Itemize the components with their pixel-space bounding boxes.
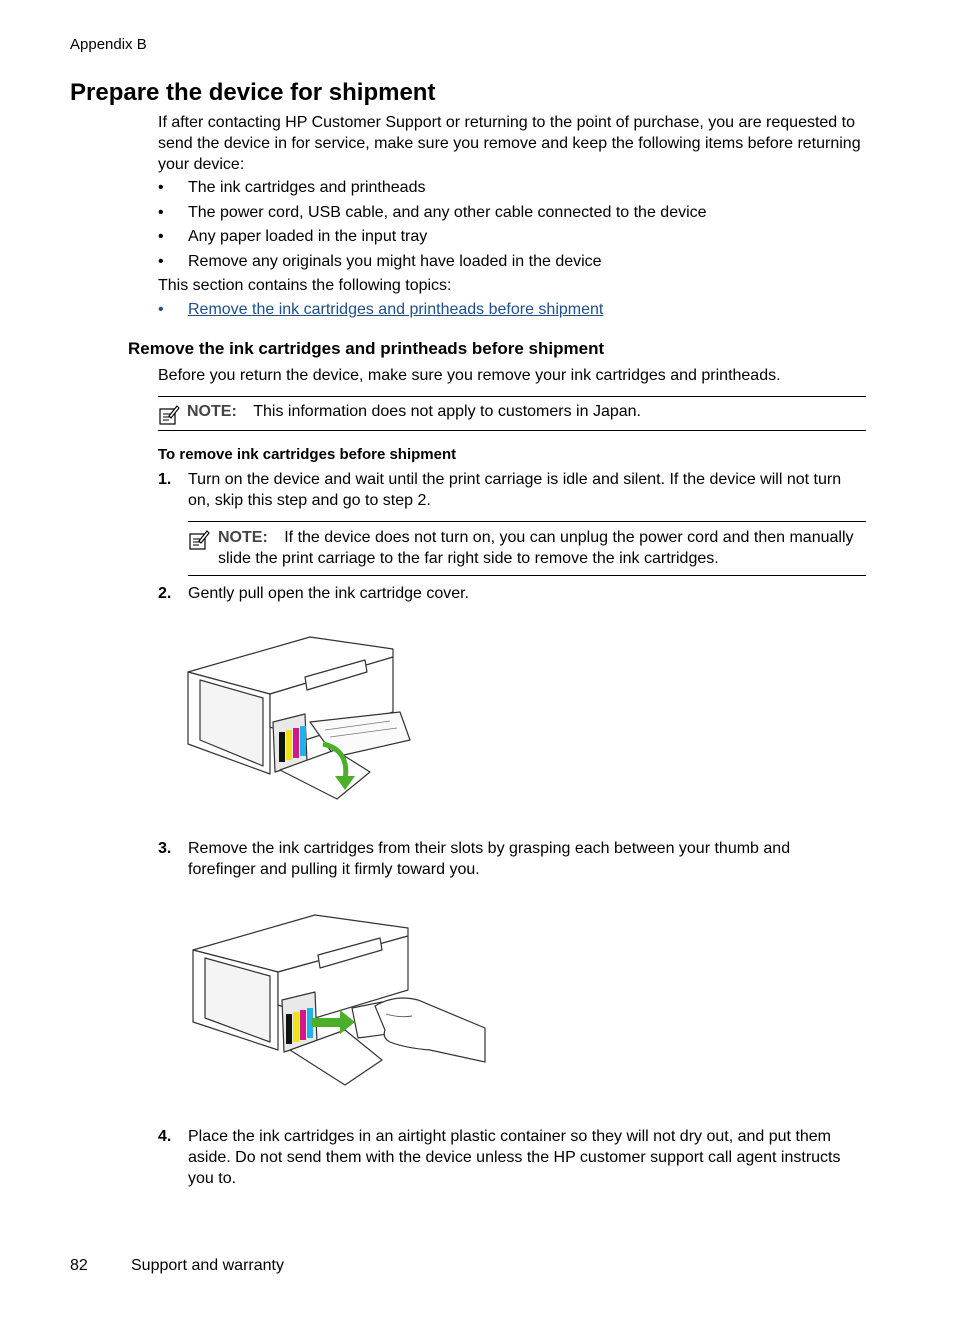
- bullet-icon: •: [158, 253, 164, 270]
- yellow-cartridge: [286, 730, 292, 760]
- section-intro: Before you return the device, make sure you remove your ink cartridges and printheads.: [158, 367, 781, 384]
- bullet-icon: •: [158, 301, 164, 318]
- hand-icon: [375, 998, 485, 1062]
- note-text: If the device does not turn on, you can unplug the power cord and then manually slide the print carriage to the far right side to remove the ink cartridges.: [218, 529, 854, 567]
- step-text: Place the ink cartridges in an airtight plastic container so they will not dry out, and put them aside. Do not send them with the device unless the HP customer support call agent instructs you to.: [188, 1128, 841, 1187]
- step-number: 4.: [158, 1128, 172, 1145]
- note-top-rule: [158, 396, 866, 397]
- bullet-icon: •: [158, 179, 164, 196]
- topic-link[interactable]: Remove the ink cartridges and printheads before shipment: [188, 301, 604, 318]
- yellow-cartridge: [293, 1012, 299, 1042]
- cyan-cartridge: [300, 726, 306, 756]
- step-number: 1.: [158, 471, 172, 488]
- step-text: Remove the ink cartridges from their slots by grasping each between your thumb and forefinger and pulling it firmly toward you.: [188, 840, 791, 878]
- page-title: Prepare the device for shipment: [70, 79, 436, 106]
- step-number: 3.: [158, 840, 172, 857]
- page-number: 82: [70, 1257, 88, 1274]
- section-heading: Remove the ink cartridges and printheads before shipment: [128, 339, 605, 358]
- step-text: Turn on the device and wait until the print carriage is idle and silent. If the device will not turn on, skip this step and go to step 2.: [188, 471, 842, 509]
- note-label: NOTE:: [187, 403, 237, 420]
- step-item: [158, 838, 863, 882]
- note-bottom-rule: [158, 430, 866, 431]
- magenta-cartridge: [300, 1010, 306, 1040]
- procedure-title: To remove ink cartridges before shipment: [158, 446, 457, 463]
- note-label: NOTE:: [218, 529, 268, 546]
- step-text: Gently pull open the ink cartridge cover.: [188, 585, 470, 602]
- arrow-icon: [312, 1018, 342, 1027]
- running-header: Appendix B: [70, 36, 147, 53]
- note-bottom-rule: [188, 575, 866, 576]
- note-icon: [158, 404, 180, 426]
- note-icon: [188, 529, 210, 551]
- topics-intro: This section contains the following topics:: [158, 277, 452, 294]
- intro-paragraph: If after contacting HP Customer Support or returning to the point of purchase, you are requested to send the device in for service, make sure you remove and keep the following items before returning your device:: [158, 114, 861, 173]
- magenta-cartridge: [293, 728, 299, 758]
- bullet-icon: •: [158, 228, 164, 245]
- note-text: This information does not apply to customers in Japan.: [253, 403, 641, 420]
- printer-open-cover-illustration: [185, 632, 415, 804]
- footer-section: Support and warranty: [131, 1257, 284, 1274]
- note-content: [187, 403, 641, 421]
- step-item: [158, 583, 863, 605]
- step-item: [158, 1126, 863, 1190]
- note-top-rule: [188, 521, 866, 522]
- bullet-icon: •: [158, 204, 164, 221]
- cartridge-removal-illustration: [190, 910, 490, 1090]
- step-number: 2.: [158, 585, 172, 602]
- black-cartridge: [279, 732, 285, 762]
- black-cartridge: [286, 1014, 292, 1044]
- note-content: [218, 527, 863, 569]
- step-item: [158, 469, 863, 513]
